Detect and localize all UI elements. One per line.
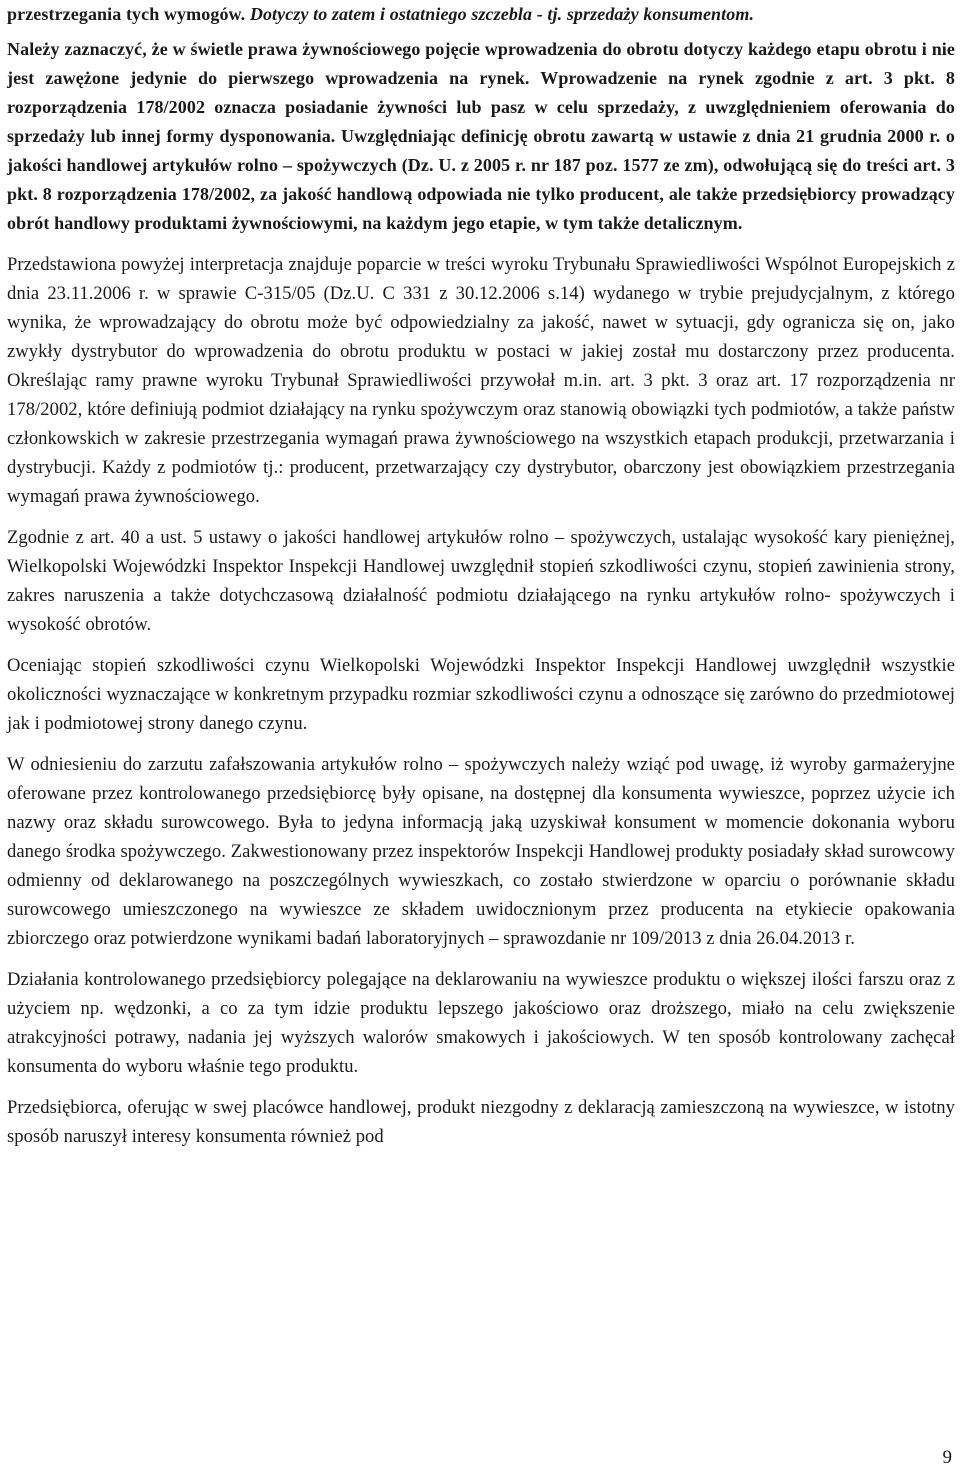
paragraph-2: Należy zaznaczyć, że w świetle prawa żywnościowego pojęcie wprowadzenia do obrotu dotyczy każdego etapu obrotu i nie jest zawężone jedynie do pierwszego wprowadzenia na rynek. Wprowadzenie na rynek zgodnie z art. 3 pkt. 8 rozporządzenia 178/2002 oznacza posiadanie żywności lub pasz w celu sprzedaży, z uwzględnieniem oferowania do sprzedaży lub innej formy dysponowania. Uwzględniając definicję obrotu zawartą w ustawie z dnia 21 grudnia 2000 r. o jakości handlowej artykułów rolno – spożywczych (Dz. U. z 2005 r. nr 187 poz. 1577 ze zm), odwołującą się do treści art. 3 pkt. 8 rozporządzenia 178/2002, za jakość handlową odpowiada nie tylko producent, ale także przedsiębiorcy prowadzący obrót handlowy produktami żywnościowymi, na każdym jego etapie, w tym także detalicznym. [7, 39, 955, 233]
paragraph-3: Przedstawiona powyżej interpretacja znajduje poparcie w treści wyroku Trybunału Sprawiedliwości Wspólnot Europejskich z dnia 23.11.2006 r. w sprawie C-315/05 (Dz.U. C 331 z 30.12.2006 s.14) wydanego w trybie prejudycjalnym, z którego wynika, że wprowadzający do obrotu może być odpowiedzialny za jakość, nawet w sytuacji, gdy ogranicza się on, jako zwykły dystrybutor do wprowadzenia do obrotu produktu w postaci w jakiej został mu dostarczony przez producenta. Określając ramy prawne wyroku Trybunał Sprawiedliwości przywołał m.in. art. 3 pkt. 3 oraz art. 17 rozporządzenia nr 178/2002, które definiują podmiot działający na rynku spożywczym oraz stanowią obowiązki tych podmiotów, a także państw członkowskich w zakresie przestrzegania wymagań prawa żywnościowego na wszystkich etapach produkcji, przetwarzania i dystrybucji. Każdy z podmiotów tj.: producent, przetwarzający czy dystrybutor, obarczony jest obowiązkiem przestrzegania wymagań prawa żywnościowego. [7, 254, 955, 507]
paragraph-8: Przedsiębiorca, oferując w swej placówce handlowej, produkt niezgodny z deklaracją zamieszczoną na wywieszce, w istotny sposób naruszył interesy konsumenta również pod [7, 1097, 955, 1147]
document-page [7, 0, 955, 1151]
paragraph-4: Zgodnie z art. 40 a ust. 5 ustawy o jakości handlowej artykułów rolno – spożywczych, ustalając wysokość kary pieniężnej, Wielkopolski Wojewódzki Inspektor Inspekcji Handlowej uwzględnił stopień szkodliwości czynu, stopień zawinienia strony, zakres naruszenia a także dotychczasową działalność podmiotu działającego na rynku artykułów rolno- spożywczych i wysokość obrotów. [7, 527, 955, 635]
paragraph-5: Oceniając stopień szkodliwości czynu Wielkopolski Wojewódzki Inspektor Inspekcji Handlowej uwzględnił wszystkie okoliczności wyznaczające w konkretnym przypadku rozmiar szkodliwości czynu a odnoszące się zarówno do przedmiotowej jak i podmiotowej strony danego czynu. [7, 655, 955, 734]
paragraph-7: Działania kontrolowanego przedsiębiorcy polegające na deklarowaniu na wywieszce produktu o większej ilości farszu oraz z użyciem np. wędzonki, a co za tym idzie produktu lepszego jakościowo oraz droższego, miało na celu zwiększenie atrakcyjności potrawy, nadania jej wyższych walorów smakowych i jakościowych. W ten sposób kontrolowany zachęcał konsumenta do wyboru właśnie tego produktu. [7, 969, 955, 1077]
page-number: 9 [942, 1447, 952, 1468]
paragraph-1 [7, 0, 955, 29]
paragraph-1-italic: Dotyczy to zatem i ostatniego szczebla - tj. sprzedaży konsumentom. [249, 4, 755, 24]
paragraph-6: W odniesieniu do zarzutu zafałszowania artykułów rolno – spożywczych należy wziąć pod uwagę, iż wyroby garmażeryjne oferowane przez kontrolowanego przedsiębiorcę były opisane, na dostępnej dla konsumenta wywieszce, poprzez użycie ich nazwy oraz składu surowcowego. Była to jedyna informacją jaką uzyskiwał konsument w momencie dokonania wyboru danego środka spożywczego. Zakwestionowany przez inspektorów Inspekcji Handlowej produkty posiadały skład surowcowy odmienny od deklarowanego na poszczególnych wywieszkach, co zostało stwierdzone w oparciu o porównanie składu surowcowego umieszczonego na wywieszce ze składem uwidocznionym przez producenta na etykiecie opakowania zbiorczego oraz potwierdzone wynikami badań laboratoryjnych – sprawozdanie nr 109/2013 z dnia 26.04.2013 r. [7, 754, 955, 949]
paragraph-1-text: przestrzegania tych wymogów. [7, 4, 250, 24]
